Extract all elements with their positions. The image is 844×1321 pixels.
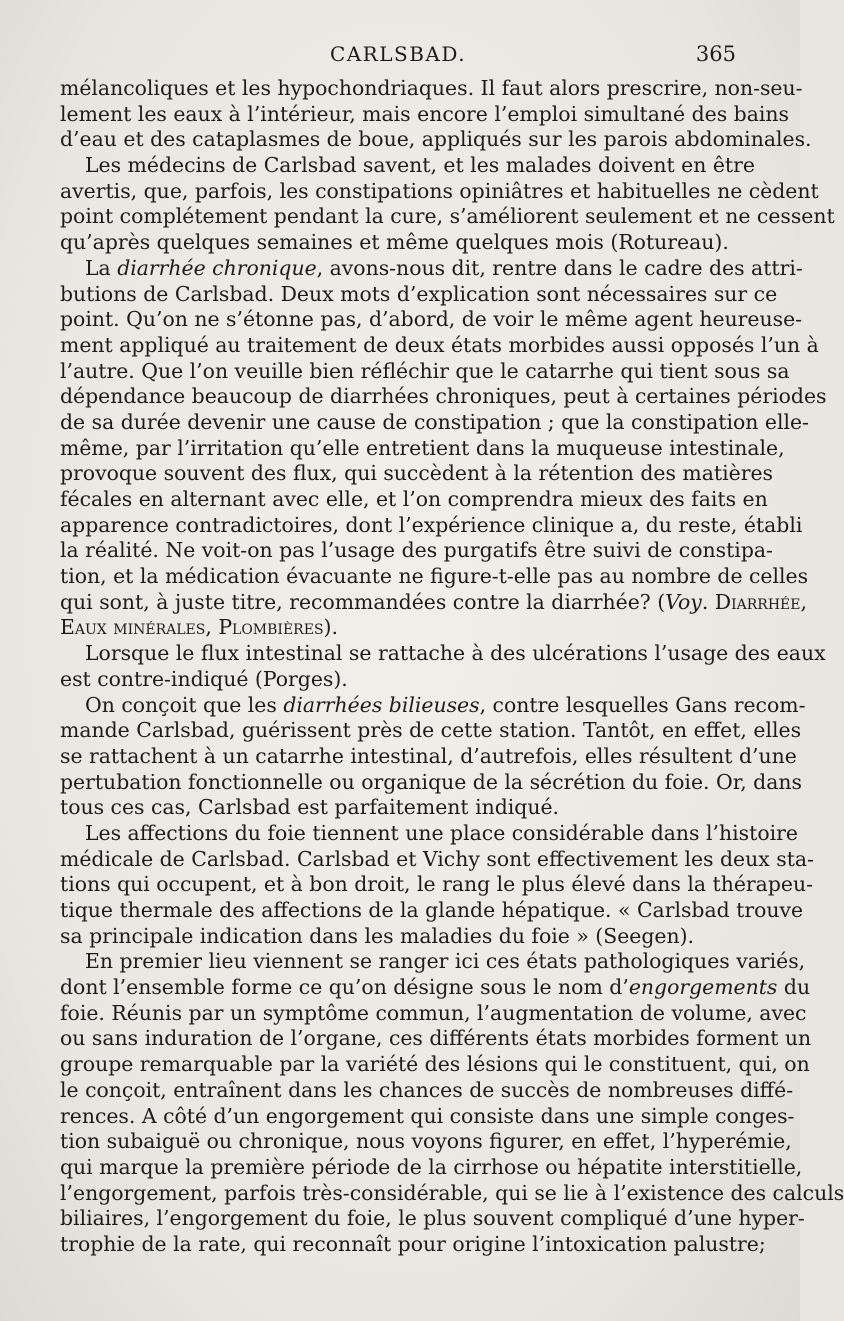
text-line: biliaires, l’engorgement du foie, le plus souvent compliqué d’une hyper- bbox=[60, 1206, 805, 1231]
text-run: qui sont, à juste titre, recommandées contre la diarrhée? ( bbox=[60, 589, 666, 614]
text-line: Les affections du foie tiennent une place considérable dans l’histoire bbox=[85, 820, 798, 845]
text-line bbox=[60, 692, 806, 719]
text-run: ). bbox=[323, 615, 338, 640]
text-line: l’autre. Que l’on veuille bien réfléchir que le catarrhe qui tient sous sa bbox=[60, 358, 790, 383]
text-line: tique thermale des affections de la glande hépatique. « Carlsbad trouve bbox=[60, 898, 804, 922]
text-line: d’eau et des cataplasmes de boue, appliqués sur les parois abdominales. bbox=[60, 127, 812, 152]
italic-term: diarrhée chronique bbox=[117, 255, 317, 280]
text-line: lement les eaux à l’intérieur, mais encore l’emploi simultané des bains bbox=[60, 101, 789, 126]
text-line: tion subaiguë ou chronique, nous voyons figurer, en effet, l’hyperémie, bbox=[60, 1129, 792, 1154]
text-line: En premier lieu viennent se ranger ici ces états pathologiques variés, bbox=[85, 949, 806, 974]
text-line: ou sans induration de l’organe, ces différents états morbides forment un bbox=[60, 1026, 812, 1051]
text-run: , contre lesquelles Gans recom- bbox=[479, 692, 806, 717]
text-line: provoque souvent des flux, qui succèdent à la rétention des matières bbox=[60, 461, 773, 486]
text-line: point. Qu’on ne s’étonne pas, d’abord, de voir le même agent heureuse- bbox=[60, 307, 803, 332]
text-line: le conçoit, entraînent dans les chances de succès de nombreuses diffé- bbox=[60, 1077, 794, 1102]
text-line: ment appliqué au traitement de deux états morbides aussi opposés l’un à bbox=[60, 332, 819, 357]
text-run: dont l’ensemble forme ce qu’on désigne sous le nom d’ bbox=[60, 975, 629, 1000]
text-line: trophie de la rate, qui reconnaît pour origine l’intoxication palustre; bbox=[60, 1231, 766, 1256]
page-header bbox=[60, 42, 736, 76]
text-line: groupe remarquable par la variété des lésions qui le constituent, qui, on bbox=[60, 1052, 810, 1077]
text-line bbox=[60, 589, 807, 616]
text-line: mande Carlsbad, guérissent près de cette station. Tantôt, en effet, elles bbox=[60, 718, 802, 743]
text-line: tions qui occupent, et à bon droit, le rang le plus élevé dans la thérapeu- bbox=[60, 872, 813, 897]
text-run: du bbox=[777, 975, 811, 1000]
text-run: . bbox=[701, 589, 715, 614]
italic-term: Voy bbox=[665, 589, 702, 614]
text-run: , avons-nous dit, rentre dans le cadre des attri- bbox=[316, 255, 803, 280]
text-line: dépendance beaucoup de diarrhées chroniques, peut à certaines périodes bbox=[60, 384, 827, 409]
text-line: qui marque la première période de la cirrhose ou hépatite interstitielle, bbox=[60, 1154, 803, 1179]
text-line: foie. Réunis par un symptôme commun, l’augmentation de volume, avec bbox=[60, 1000, 807, 1025]
text-line: Lorsque le flux intestinal se rattache à des ulcérations l’usage des eaux bbox=[85, 641, 826, 666]
text-run: , bbox=[800, 589, 807, 614]
italic-term: engorgements bbox=[628, 975, 778, 1000]
text-line: tous ces cas, Carlsbad est parfaitement indiqué. bbox=[60, 795, 560, 820]
text-line bbox=[60, 975, 811, 1001]
small-caps-reference: Plombières bbox=[218, 615, 324, 640]
text-line bbox=[60, 255, 803, 282]
text-line: sa principale indication dans les maladies du foie » (Seegen). bbox=[60, 923, 695, 948]
text-line: butions de Carlsbad. Deux mots d’explication sont nécessaires sur ce bbox=[60, 281, 778, 306]
text-line: avertis, que, parfois, les constipations opiniâtres et habituelles ne cèdent bbox=[60, 178, 819, 203]
text-run: On conçoit que les bbox=[85, 692, 284, 717]
text-line: apparence contradictoires, dont l’expérience clinique a, du reste, établi bbox=[60, 512, 803, 537]
body-text bbox=[60, 76, 844, 1258]
text-line: la réalité. Ne voit-on pas l’usage des purgatifs être suivi de constipa- bbox=[60, 538, 773, 563]
text-run: , bbox=[205, 615, 219, 640]
text-line: même, par l’irritation qu’elle entretient dans la muqueuse intestinale, bbox=[60, 435, 785, 460]
text-line: de sa durée devenir une cause de constipation ; que la constipation elle- bbox=[60, 409, 809, 434]
text-line: fécales en alternant avec elle, et l’on comprendra mieux des faits en bbox=[60, 487, 768, 511]
text-line: l’engorgement, parfois très-considérable, qui se lie à l’existence des calculs bbox=[60, 1180, 844, 1205]
text-run: La bbox=[85, 255, 118, 280]
text-line: se rattachent à un catarrhe intestinal, d’autrefois, elles résultent d’une bbox=[60, 743, 797, 768]
text-line: rences. A côté d’un engorgement qui consiste dans une simple conges- bbox=[60, 1103, 795, 1128]
text-line: Les médecins de Carlsbad savent, et les malades doivent en être bbox=[85, 153, 755, 178]
small-caps-reference: Diarrhée bbox=[714, 589, 801, 614]
page-number: 365 bbox=[695, 42, 736, 66]
italic-term: diarrhées bilieuses bbox=[283, 692, 480, 717]
text-line: tion, et la médication évacuante ne figure-t-elle pas au nombre de celles bbox=[60, 564, 809, 589]
text-line bbox=[60, 615, 736, 641]
running-title: CARLSBAD. bbox=[329, 42, 467, 66]
text-line: médicale de Carlsbad. Carlsbad et Vichy sont effectivement les deux sta- bbox=[60, 846, 814, 871]
small-caps-reference: Eaux minérales bbox=[60, 615, 206, 640]
text-line: mélancoliques et les hypochondriaques. Il faut alors prescrire, non-seu- bbox=[60, 76, 803, 100]
text-line: pertubation fonctionnelle ou organique de la sécrétion du foie. Or, dans bbox=[60, 769, 802, 794]
text-line: est contre-indiqué (Porges). bbox=[60, 666, 348, 691]
text-line: point complétement pendant la cure, s’améliorent seulement et ne cessent bbox=[60, 204, 835, 229]
text-line: qu’après quelques semaines et même quelques mois (Rotureau). bbox=[60, 230, 729, 255]
